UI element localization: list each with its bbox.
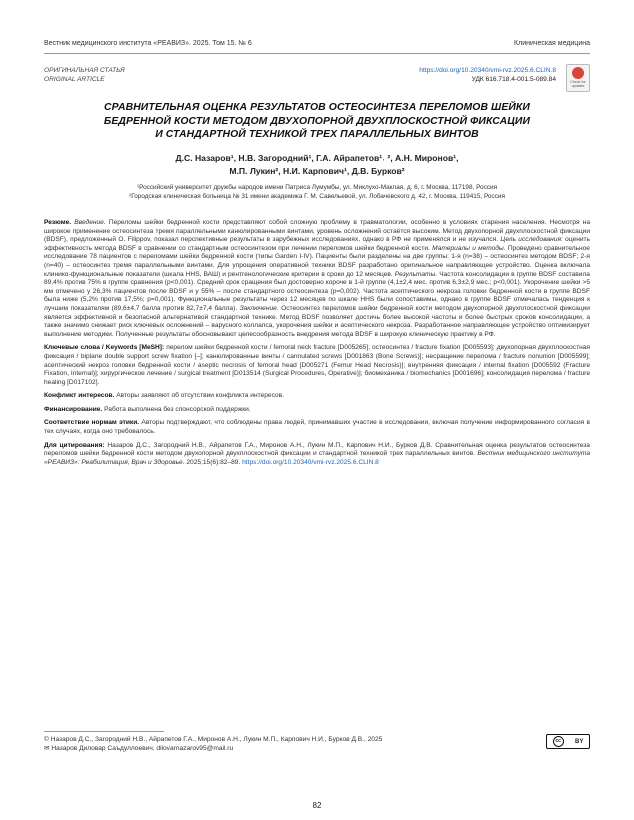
article-type-en: ORIGINAL ARTICLE: [44, 76, 105, 83]
conflict-of-interest: Конфликт интересов. Авторы заявляют об отсутствии конфликта интересов.: [44, 392, 284, 400]
article-title: СРАВНИТЕЛЬНАЯ ОЦЕНКА РЕЗУЛЬТАТОВ ОСТЕОСИНТЕЗА ПЕРЕЛОМОВ ШЕЙКИ БЕДРЕННОЙ КОСТИ МЕТОДОМ ДВУХОПОРНОЙ ДВУХПЛОСКОСТНОЙ ФИКСАЦИИ И СТАНДАРТНОЙ ТЕХНИКОЙ ТРЕХ ПАРАЛЛЕЛЬНЫХ ВИНТОВ: [103, 102, 531, 140]
copyright: © Назаров Д.С., Загородний Н.В., Айрапетов Г.А., Миронов А.Н., Лукин М.П., Карпович Н.И., Бурков Д.В., 2025: [44, 736, 383, 743]
license-label: BY: [574, 738, 584, 745]
udc-code: УДК 616.718.4-001.5-089.84: [471, 76, 556, 83]
article-type-ru: ОРИГИНАЛЬНАЯ СТАТЬЯ: [44, 67, 125, 74]
affiliation-2: ²Городская клиническая больница № 31 имени академика Г. М. Савельевой, ул. Лобачевского д. 42, г. Москва, 119415, Россия: [129, 193, 505, 200]
contact: ✉ Назаров Диловар Саъдуллоевич, dilovarnazarov95@mail.ru: [44, 745, 234, 752]
update-icon: [572, 67, 584, 79]
running-header: [44, 40, 590, 52]
ethics: Соответствие нормам этики. Авторы подтверждают, что соблюдены права людей, принимавших участие в исследовании, включая получение информированного согласия в тех случаях, когда оно требовалось.: [44, 419, 590, 436]
citation-doi-link[interactable]: https://doi.org/10.20340/vmi-rvz.2025.6.CLIN.8: [242, 458, 379, 466]
author-list: Д.С. Назаров¹, Н.В. Загородний¹, Г.А. Айрапетов¹˒ ², А.Н. Миронов¹, М.П. Лукин², Н.И. Карпович¹, Д.В. Бурков²: [175, 153, 459, 176]
affiliation-1: ¹Российский университет дружбы народов имени Патриса Лумумбы, ул. Миклухо-Маклая, д. 6, г. Москва, 117198, Россия: [136, 184, 498, 191]
funding: Финансирование. Работа выполнена без спонсорской поддержки.: [44, 405, 251, 413]
abstract: Резюме. Введение. Переломы шейки бедренной кости представляют собой сложную проблему в травматологии, особенно в условиях старения населения. Несмотря на широкое применение остеосинтеза тремя параллельными канюлированными винтами, уровень осложнений остаётся высоким. Метод двухопорной двухплоскостной фиксации (BDSF), предложенный O. Filippov, показал перспективные результаты в зарубежных исследованиях, однако в РФ не применялся и не изучался. Цель исследования: оценить эффективность метода BDSF в сравнении со стандартным остеосинтезом при лечении переломов шейки бедренной кости. Материалы и методы. Проведено сравнительное исследование 78 пациентов с переломами шейки бедренной кости (типы Garden I-IV). Пациенты были разделены на две группы: 1-я (n=38) – остеосинтез методом BDSF; 2-я (n=40) – остеосинтез тремя параллельными винтами. Для упрощения оперативной техники BDSF разработано оригинальное направляющее устройство. Оценка включала клинико-функциональные показатели (шкала HHS, ВАШ) и рентгенологические критерии в сроки до 12 месяцев. Результаты. Частота консолидации в группе BDSF составила 89,4% против 75% в группе сравнения (p<0,001). Средний срок сращения был достоверно короче в 1-й группе (4,1±2,4 мес. против 6,3±2,9 мес.; p<0,001). Укорочение шейки >5 мм отмечено у 26,3% пациентов после BDSF и у 55% – после стандартного остеосинтеза (p=0,002). Частота асептического некроза головки бедренной кости в группе BDSF была ниже (5,2% против 17,5%; p=0,001). Функциональные результаты через 12 месяцев по шкале HHS были сопоставимы, однако в группе BDSF отмечалась тенденция к лучшим показателям (89,6±4,7 балла против 82,7±7,4 балла). Заключение. Остеосинтез переломов шейки бедренной кости методом двухопорной двухплоскостной фиксации является эффективной и безопасной альтернативой стандартной технике. Метод BDSF позволяет достичь более высокой частоты и более быстрых сроков консолидации, а также значимо снижает риск ключевых осложнений – варусного коллапса, укорочения шейки и асептического некроза. Разработанное направляющее устройство оптимизирует выполнение методики. Полученные результаты обосновывают целесообразность внедрения метода BDSF в широкую клиническую практику в РФ.: [44, 219, 590, 338]
citation: Для цитирования: Назаров Д.С., Загородний Н.В., Айрапетов Г.А., Миронов А.Н., Лукин М.П., Карпович Н.И., Бурков Д.В. Сравнительная оценка результатов остеосинтеза переломов шейки бедренной кости методом двухопорной двухплоскостной фиксации и стандартной техникой трех параллельных винтов. Вестник медицинского института «РЕАВИЗ»: Реабилитация, Врач и Здоровье. 2025;15(6):82–89. https://doi.org/10.20340/vmi-rvz.2025.6.CLIN.8: [44, 441, 591, 466]
cc-license-badge[interactable]: [546, 734, 590, 749]
affiliations: [44, 183, 590, 201]
check-for-updates-badge[interactable]: Check for updates: [566, 64, 590, 92]
cc-icon: cc: [553, 736, 564, 747]
article-meta: [44, 66, 590, 96]
article-body: [44, 219, 590, 472]
footer-rule: [44, 731, 164, 732]
doi-link[interactable]: https://doi.org/10.20340/vmi-rvz.2025.6.CLIN.8: [419, 67, 556, 74]
journal-name: Вестник медицинского института «РЕАВИЗ». 2025. Том 15. № 6: [44, 40, 252, 47]
page-number: 82: [312, 801, 322, 810]
keywords: Ключевые слова / Keywords [MeSH]: перелом шейки бедренной кости / femoral neck fracture [D005265]; остеосинтез / fracture fixation [D005593]; двухопорная двухплоскостная фиксация / biplane double support screw fixation [–]; канюлированные винты / cannulated screws [D001863 (Bone Screws)]; несращение перелома / fracture nonunion [D005599]; асептический некроз головки бедренной кости / aseptic necrosis of femoral head [D005271 (Femur Head Necrosis)]; внутренняя фиксация / internal fixation [D005592 (Fracture Fixation, Internal)]; хирургическое лечение / surgical treatment [D013514 (Surgical Procedures, Operative)]; биомеханика / biomechanics [D001696]; консолидация перелома / fracture healing [D017102].: [44, 344, 590, 386]
section-name: Клиническая медицина: [514, 40, 590, 47]
footer: [44, 735, 590, 753]
header-rule: [44, 53, 590, 54]
